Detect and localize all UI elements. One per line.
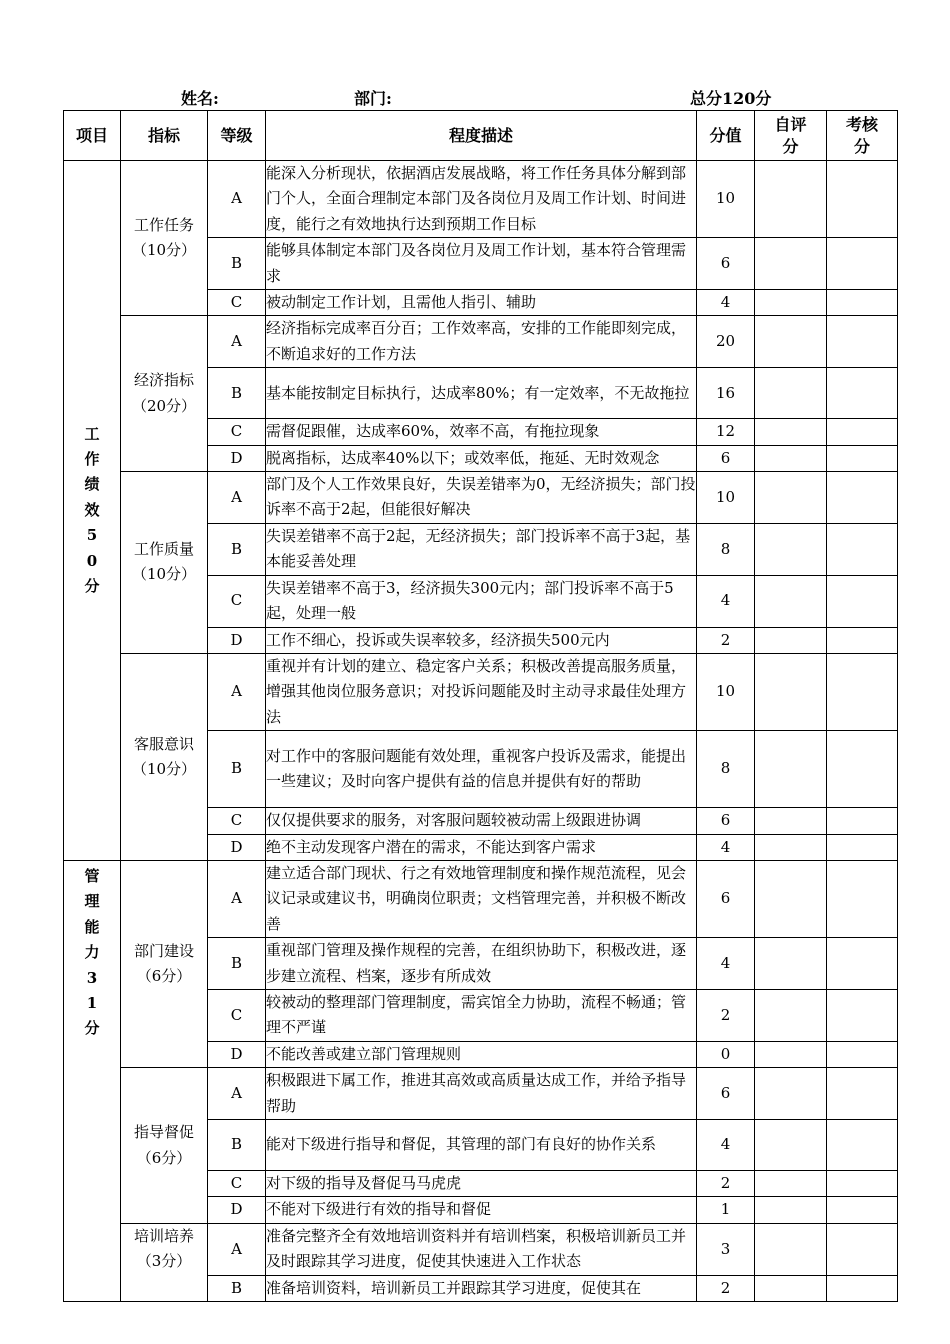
indicator-name: 培训培养 xyxy=(133,1226,194,1245)
assessment-cell[interactable] xyxy=(827,627,898,653)
self-eval-cell[interactable] xyxy=(755,808,827,834)
assessment-cell[interactable] xyxy=(827,1041,898,1067)
column-header-score: 分值 xyxy=(697,111,755,161)
self-eval-cell[interactable] xyxy=(755,627,827,653)
score-cell: 10 xyxy=(697,472,755,524)
description-cell: 准备完整齐全有效地培训资料并有培训档案，积极培训新员工并及时跟踪其学习进度，促使其快速进入工作状态 xyxy=(266,1223,697,1275)
score-cell: 4 xyxy=(697,938,755,990)
self-eval-cell[interactable] xyxy=(755,938,827,990)
grade-cell: C xyxy=(208,419,266,445)
assessment-cell[interactable] xyxy=(827,368,898,419)
score-cell: 16 xyxy=(697,368,755,419)
score-cell: 2 xyxy=(697,989,755,1041)
self-eval-cell[interactable] xyxy=(755,989,827,1041)
department-label: 部门: xyxy=(354,89,392,108)
self-eval-cell[interactable] xyxy=(755,575,827,627)
table-header-row xyxy=(64,111,898,161)
indicator-name: 工作任务 xyxy=(133,215,194,234)
grade-cell: C xyxy=(208,989,266,1041)
indicator-points: （10分） xyxy=(131,565,197,584)
indicator-points: （10分） xyxy=(131,241,197,260)
name-label: 姓名: xyxy=(181,89,219,108)
score-cell: 10 xyxy=(697,161,755,238)
description-cell: 失误差错率不高于2起，无经济损失；部门投诉率不高于3起，基本能妥善处理 xyxy=(266,523,697,575)
self-eval-cell[interactable] xyxy=(755,419,827,445)
assessment-cell[interactable] xyxy=(827,472,898,524)
indicator-cell xyxy=(121,653,208,860)
score-cell: 2 xyxy=(697,627,755,653)
table-row xyxy=(64,161,898,238)
indicator-name: 经济指标 xyxy=(133,371,194,390)
assessment-cell[interactable] xyxy=(827,1197,898,1223)
assessment-cell[interactable] xyxy=(827,860,898,937)
score-cell: 6 xyxy=(697,860,755,937)
assessment-cell[interactable] xyxy=(827,1068,898,1120)
self-eval-cell[interactable] xyxy=(755,1171,827,1197)
score-cell: 8 xyxy=(697,731,755,808)
self-eval-cell[interactable] xyxy=(755,834,827,860)
grade-cell: B xyxy=(208,1120,266,1171)
assessment-cell[interactable] xyxy=(827,1120,898,1171)
evaluation-table xyxy=(63,110,898,1302)
grade-cell: B xyxy=(208,1275,266,1301)
grade-cell: C xyxy=(208,1171,266,1197)
score-cell: 1 xyxy=(697,1197,755,1223)
description-cell: 仅仅提供要求的服务，对客服问题较被动需上级跟进协调 xyxy=(266,808,697,834)
description-cell: 对下级的指导及督促马马虎虎 xyxy=(266,1171,697,1197)
description-cell: 被动制定工作计划，且需他人指引、辅助 xyxy=(266,290,697,316)
table-row xyxy=(64,316,898,368)
table-row xyxy=(64,1068,898,1120)
description-cell: 重视部门管理及操作规程的完善，在组织协助下，积极改进，逐步建立流程、档案，逐步有所成效 xyxy=(266,938,697,990)
self-eval-cell[interactable] xyxy=(755,1068,827,1120)
column-header-indicator: 指标 xyxy=(121,111,208,161)
description-cell: 准备培训资料，培训新员工并跟踪其学习进度，促使其在 xyxy=(266,1275,697,1301)
self-eval-cell[interactable] xyxy=(755,368,827,419)
column-header-assessment: 考核分 xyxy=(827,111,898,161)
table-row xyxy=(64,1223,898,1275)
table-row xyxy=(64,472,898,524)
score-cell: 4 xyxy=(697,290,755,316)
grade-cell: B xyxy=(208,238,266,290)
indicator-points: （20分） xyxy=(131,396,197,415)
indicator-name: 指导督促 xyxy=(133,1123,194,1142)
column-header-description: 程度描述 xyxy=(266,111,697,161)
grade-cell: B xyxy=(208,368,266,419)
score-cell: 6 xyxy=(697,808,755,834)
self-eval-cell[interactable] xyxy=(755,290,827,316)
score-cell: 6 xyxy=(697,1068,755,1120)
indicator-points: （6分） xyxy=(136,967,192,986)
column-header-grade: 等级 xyxy=(208,111,266,161)
assessment-cell[interactable] xyxy=(827,316,898,368)
description-cell: 基本能按制定目标执行，达成率80%；有一定效率，不无故拖拉 xyxy=(266,368,697,419)
assessment-cell[interactable] xyxy=(827,1275,898,1301)
indicator-cell xyxy=(121,472,208,654)
category-cell xyxy=(64,161,121,861)
total-score-label: 总分120分 xyxy=(690,89,772,108)
indicator-points: （6分） xyxy=(136,1148,192,1167)
score-cell: 4 xyxy=(697,834,755,860)
self-eval-cell[interactable] xyxy=(755,1041,827,1067)
description-cell: 积极跟进下属工作，推进其高效或高质量达成工作，并给予指导帮助 xyxy=(266,1068,697,1120)
grade-cell: D xyxy=(208,627,266,653)
description-cell: 能对下级进行指导和督促，其管理的部门有良好的协作关系 xyxy=(266,1120,697,1171)
indicator-cell xyxy=(121,1223,208,1301)
indicator-cell xyxy=(121,860,208,1067)
score-cell: 0 xyxy=(697,1041,755,1067)
self-eval-cell[interactable] xyxy=(755,653,827,730)
assessment-cell[interactable] xyxy=(827,523,898,575)
self-eval-cell[interactable] xyxy=(755,1197,827,1223)
description-cell: 重视并有计划的建立、稳定客户关系；积极改善提高服务质量，增强其他岗位服务意识；对投诉问题能及时主动寻求最佳处理方法 xyxy=(266,653,697,730)
self-eval-cell[interactable] xyxy=(755,161,827,238)
category-label: 管理能力31分 xyxy=(84,866,100,1038)
score-cell: 20 xyxy=(697,316,755,368)
indicator-cell xyxy=(121,1068,208,1224)
grade-cell: A xyxy=(208,161,266,238)
self-eval-cell[interactable] xyxy=(755,1275,827,1301)
grade-cell: D xyxy=(208,445,266,471)
score-cell: 6 xyxy=(697,445,755,471)
grade-cell: A xyxy=(208,860,266,937)
column-header-project: 项目 xyxy=(64,111,121,161)
indicator-cell xyxy=(121,316,208,472)
assessment-cell[interactable] xyxy=(827,731,898,808)
indicator-cell xyxy=(121,161,208,316)
score-cell: 3 xyxy=(697,1223,755,1275)
grade-cell: C xyxy=(208,575,266,627)
assessment-cell[interactable] xyxy=(827,290,898,316)
assessment-cell[interactable] xyxy=(827,808,898,834)
grade-cell: D xyxy=(208,1197,266,1223)
description-cell: 绝不主动发现客户潜在的需求，不能达到客户需求 xyxy=(266,834,697,860)
grade-cell: B xyxy=(208,523,266,575)
indicator-name: 工作质量 xyxy=(133,540,194,559)
score-cell: 6 xyxy=(697,238,755,290)
table-row xyxy=(64,653,898,730)
self-eval-cell[interactable] xyxy=(755,1120,827,1171)
score-cell: 4 xyxy=(697,1120,755,1171)
description-cell: 需督促跟催，达成率60%，效率不高，有拖拉现象 xyxy=(266,419,697,445)
grade-cell: A xyxy=(208,653,266,730)
grade-cell: B xyxy=(208,731,266,808)
description-cell: 对工作中的客服问题能有效处理，重视客户投诉及需求，能提出一些建议；及时向客户提供有益的信息并提供有好的帮助 xyxy=(266,731,697,808)
grade-cell: A xyxy=(208,1223,266,1275)
description-cell: 不能对下级进行有效的指导和督促 xyxy=(266,1197,697,1223)
grade-cell: C xyxy=(208,808,266,834)
grade-cell: D xyxy=(208,1041,266,1067)
grade-cell: D xyxy=(208,834,266,860)
assessment-cell[interactable] xyxy=(827,445,898,471)
description-cell: 失误差错率不高于3，经济损失300元内；部门投诉率不高于5起，处理一般 xyxy=(266,575,697,627)
self-eval-cell[interactable] xyxy=(755,472,827,524)
assessment-cell[interactable] xyxy=(827,989,898,1041)
score-cell: 4 xyxy=(697,575,755,627)
assessment-cell[interactable] xyxy=(827,1223,898,1275)
self-eval-cell[interactable] xyxy=(755,445,827,471)
assessment-cell[interactable] xyxy=(827,653,898,730)
self-eval-cell[interactable] xyxy=(755,316,827,368)
description-cell: 部门及个人工作效果良好，失误差错率为0，无经济损失；部门投诉率不高于2起，但能很好解决 xyxy=(266,472,697,524)
assessment-cell[interactable] xyxy=(827,1171,898,1197)
table-row xyxy=(64,860,898,937)
indicator-points: （3分） xyxy=(136,1252,192,1271)
description-cell: 不能改善或建立部门管理规则 xyxy=(266,1041,697,1067)
score-cell: 2 xyxy=(697,1171,755,1197)
description-cell: 经济指标完成率百分百；工作效率高，安排的工作能即刻完成，不断追求好的工作方法 xyxy=(266,316,697,368)
grade-cell: C xyxy=(208,290,266,316)
assessment-cell[interactable] xyxy=(827,575,898,627)
grade-cell: A xyxy=(208,472,266,524)
grade-cell: A xyxy=(208,1068,266,1120)
grade-cell: A xyxy=(208,316,266,368)
description-cell: 能深入分析现状，依据酒店发展战略，将工作任务具体分解到部门个人，全面合理制定本部门及各岗位月及周工作计划、时间进度，能行之有效地执行达到预期工作目标 xyxy=(266,161,697,238)
assessment-cell[interactable] xyxy=(827,834,898,860)
description-cell: 较被动的整理部门管理制度，需宾馆全力协助，流程不畅通；管理不严谨 xyxy=(266,989,697,1041)
assessment-cell[interactable] xyxy=(827,938,898,990)
self-eval-cell[interactable] xyxy=(755,523,827,575)
form-header xyxy=(0,86,950,112)
indicator-name: 部门建设 xyxy=(133,941,194,960)
score-cell: 2 xyxy=(697,1275,755,1301)
self-eval-cell[interactable] xyxy=(755,860,827,937)
indicator-points: （10分） xyxy=(131,759,197,778)
description-cell: 能够具体制定本部门及各岗位月及周工作计划，基本符合管理需求 xyxy=(266,238,697,290)
description-cell: 脱离指标，达成率40%以下；或效率低，拖延、无时效观念 xyxy=(266,445,697,471)
assessment-cell[interactable] xyxy=(827,161,898,238)
self-eval-cell[interactable] xyxy=(755,1223,827,1275)
score-cell: 10 xyxy=(697,653,755,730)
score-cell: 12 xyxy=(697,419,755,445)
self-eval-cell[interactable] xyxy=(755,731,827,808)
score-cell: 8 xyxy=(697,523,755,575)
grade-cell: B xyxy=(208,938,266,990)
assessment-cell[interactable] xyxy=(827,238,898,290)
category-label: 工作绩效50分 xyxy=(84,424,100,595)
category-cell xyxy=(64,860,121,1301)
description-cell: 工作不细心，投诉或失误率较多，经济损失500元内 xyxy=(266,627,697,653)
assessment-cell[interactable] xyxy=(827,419,898,445)
column-header-self-eval: 自评分 xyxy=(755,111,827,161)
description-cell: 建立适合部门现状、行之有效地管理制度和操作规范流程，见会议记录或建议书，明确岗位职责；文档管理完善，并积极不断改善 xyxy=(266,860,697,937)
self-eval-cell[interactable] xyxy=(755,238,827,290)
indicator-name: 客服意识 xyxy=(133,734,194,753)
